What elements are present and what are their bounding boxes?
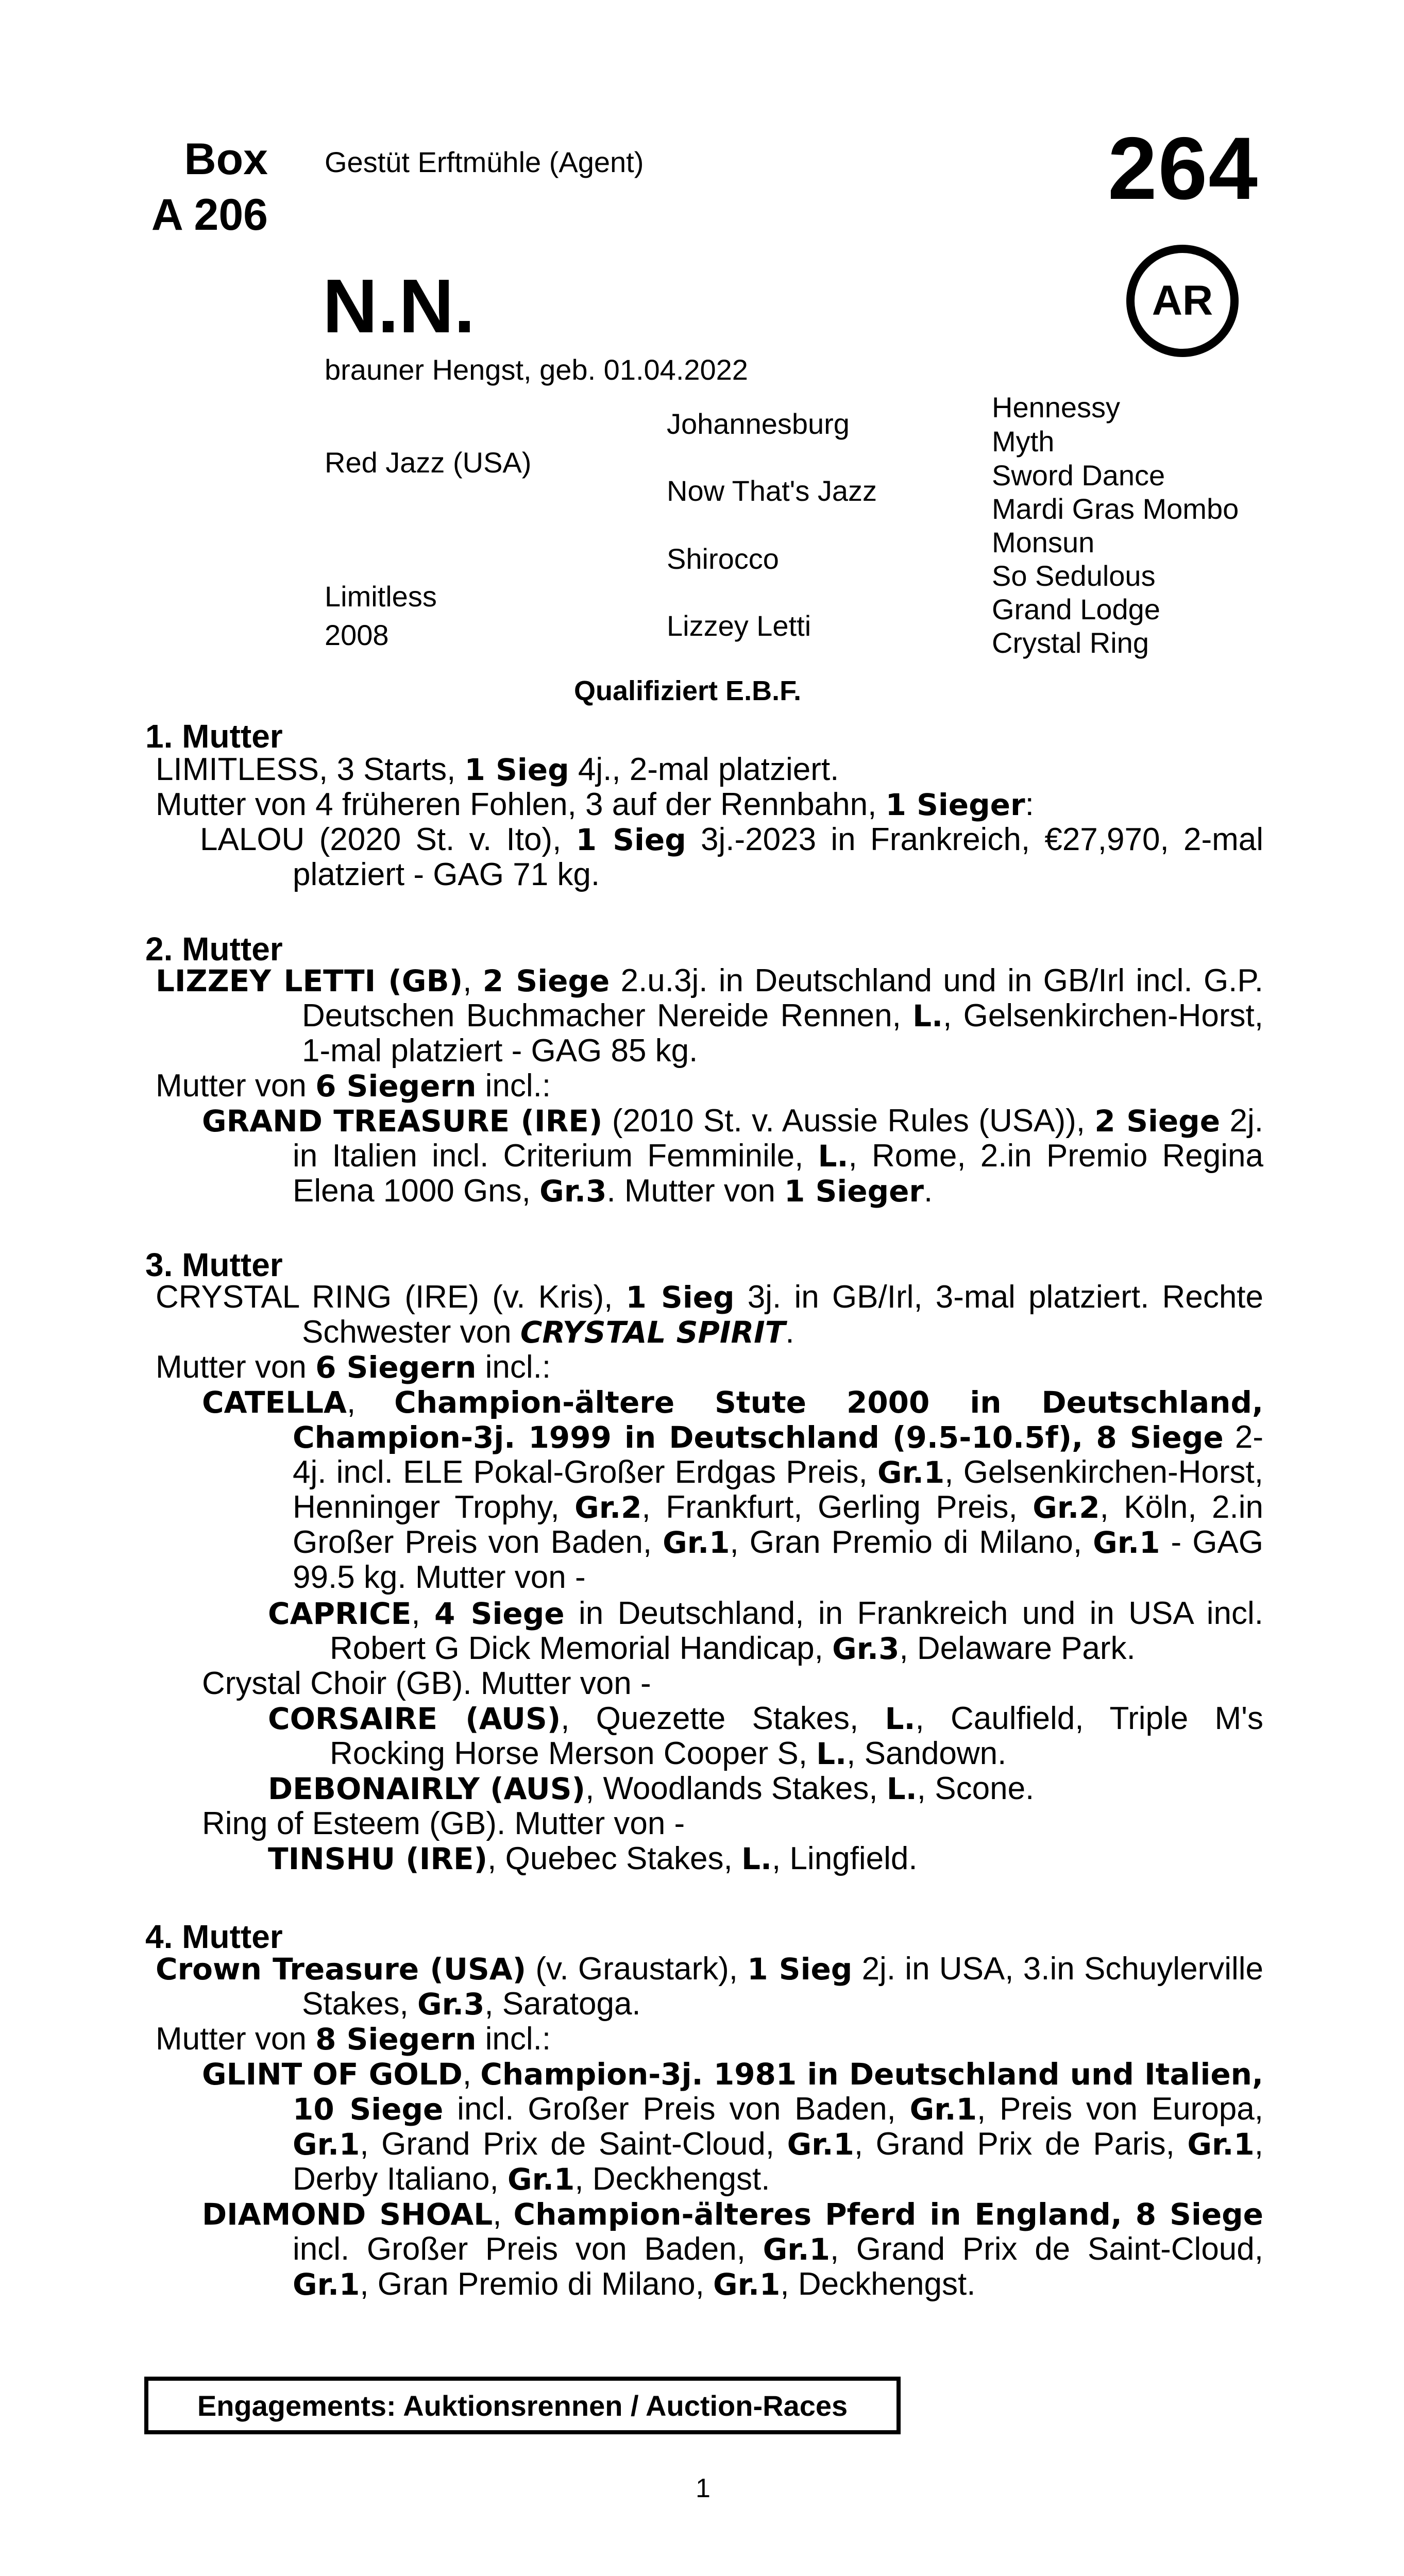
paragraph: CATELLA, Champion-ältere Stute 2000 in Deutschland, Champion-3j. 1999 in Deutschland (9.5-10.5f), 8 Siege 2-4j. incl. ELE Pokal-Großer Erdgas Preis, Gr.1, Gelsenkirchen-Horst, Henninger Trophy, Gr.2, Frankfurt, Gerling Preis, Gr.2, Köln, 2.in Großer Preis von Baden, Gr.1, Gran Premio di Milano, Gr.1 - GAG 99.5 kg. Mutter von - <box>202 1384 1264 1595</box>
pedigree-gen2: Shirocco <box>667 543 779 575</box>
engagements-box <box>144 2377 901 2434</box>
ar-badge-label: AR <box>1152 277 1213 324</box>
pedigree-dam: Limitless <box>325 580 437 613</box>
seller-name: Gestüt Erftmühle (Agent) <box>325 146 644 178</box>
pedigree-gen3: Myth <box>992 425 1055 457</box>
paragraph: LIZZEY LETTI (GB), 2 Siege 2.u.3j. in Deutschland und in GB/Irl incl. G.P. Deutschen Buchmacher Nereide Rennen, L., Gelsenkirchen-Horst, 1-mal platziert - GAG 85 kg. <box>156 963 1263 1069</box>
paragraph: GRAND TREASURE (IRE) (2010 St. v. Aussie Rules (USA)), 2 Siege 2j. in Italien incl. Criterium Femminile, L., Rome, 2.in Premio Regina Elena 1000 Gns, Gr.3. Mutter von 1 Sieger. <box>202 1103 1263 1209</box>
qualification-note: Qualifiziert E.B.F. <box>574 675 802 706</box>
paragraph: LALOU (2020 St. v. Ito), 1 Sieg 3j.-2023 in Frankreich, €27,970, 2-mal platziert - GAG 71 kg. <box>200 822 1264 892</box>
paragraph: DIAMOND SHOAL, Champion-älteres Pferd in England, 8 Siege incl. Großer Preis von Baden, Gr.1, Grand Prix de Saint-Cloud, Gr.1, Gran Premio di Milano, Gr.1, Deckhengst. <box>202 2196 1264 2302</box>
paragraph: Mutter von 8 Siegern incl.: <box>156 2021 551 2057</box>
pedigree-gen2: Johannesburg <box>667 408 850 440</box>
pedigree-sire: Red Jazz (USA) <box>325 446 532 479</box>
box-number: A 206 <box>151 190 268 240</box>
pedigree-gen3: Grand Lodge <box>992 593 1160 625</box>
pedigree-gen3: Crystal Ring <box>992 626 1149 659</box>
paragraph: Ring of Esteem (GB). Mutter von - <box>202 1806 685 1841</box>
paragraph: GLINT OF GOLD, Champion-3j. 1981 in Deutschland und Italien, 10 Siege incl. Großer Preis von Baden, Gr.1, Preis von Europa, Gr.1, Grand Prix de Saint-Cloud, Gr.1, Grand Prix de Paris, Gr.1, Derby Italiano, Gr.1, Deckhengst. <box>202 2056 1264 2197</box>
pedigree-gen3: So Sedulous <box>992 560 1156 592</box>
pedigree-gen3: Sword Dance <box>992 459 1165 492</box>
pedigree-gen3: Mardi Gras Mombo <box>992 493 1239 525</box>
paragraph: Mutter von 4 früheren Fohlen, 3 auf der Rennbahn, 1 Sieger: <box>156 787 1034 822</box>
section-title-3: 3. Mutter <box>145 1246 283 1283</box>
horse-name: N.N. <box>323 264 475 349</box>
horse-description: brauner Hengst, geb. 01.04.2022 <box>325 353 748 386</box>
box-label: Box <box>184 134 268 184</box>
section-title-1: 1. Mutter <box>145 718 283 755</box>
paragraph: Crown Treasure (USA) (v. Graustark), 1 Sieg 2j. in USA, 3.in Schuylerville Stakes, Gr.3, Saratoga. <box>156 1951 1263 2022</box>
pedigree-dam-year: 2008 <box>325 619 389 651</box>
paragraph: CAPRICE, 4 Siege in Deutschland, in Frankreich und in USA incl. Robert G Dick Memorial Handicap, Gr.3, Delaware Park. <box>268 1596 1263 1666</box>
page-number: 1 <box>696 2473 711 2503</box>
pedigree-gen2: Lizzey Letti <box>667 609 811 642</box>
paragraph: Mutter von 6 Siegern incl.: <box>156 1349 551 1385</box>
pedigree-gen2: Now That's Jazz <box>667 474 877 507</box>
paragraph: CORSAIRE (AUS), Quezette Stakes, L., Caulfield, Triple M's Rocking Horse Merson Cooper S, L., Sandown. <box>268 1701 1263 1771</box>
paragraph: Crystal Choir (GB). Mutter von - <box>202 1666 651 1701</box>
ar-badge <box>1126 245 1239 357</box>
paragraph: TINSHU (IRE), Quebec Stakes, L., Lingfield. <box>268 1841 918 1876</box>
lot-number: 264 <box>1108 119 1259 218</box>
pedigree-gen3: Hennessy <box>992 391 1121 423</box>
paragraph: LIMITLESS, 3 Starts, 1 Sieg 4j., 2-mal platziert. <box>156 752 839 787</box>
section-title-2: 2. Mutter <box>145 930 283 968</box>
paragraph: Mutter von 6 Siegern incl.: <box>156 1068 551 1104</box>
paragraph: DEBONAIRLY (AUS), Woodlands Stakes, L., Scone. <box>268 1771 1035 1806</box>
paragraph: CRYSTAL RING (IRE) (v. Kris), 1 Sieg 3j. in GB/Irl, 3-mal platziert. Rechte Schwester von CRYSTAL SPIRIT. <box>156 1279 1264 1350</box>
pedigree-gen3: Monsun <box>992 526 1095 558</box>
engagements-label: Engagements: Auktionsrennen / Auction-Races <box>197 2389 848 2422</box>
section-title-4: 4. Mutter <box>145 1918 283 1955</box>
